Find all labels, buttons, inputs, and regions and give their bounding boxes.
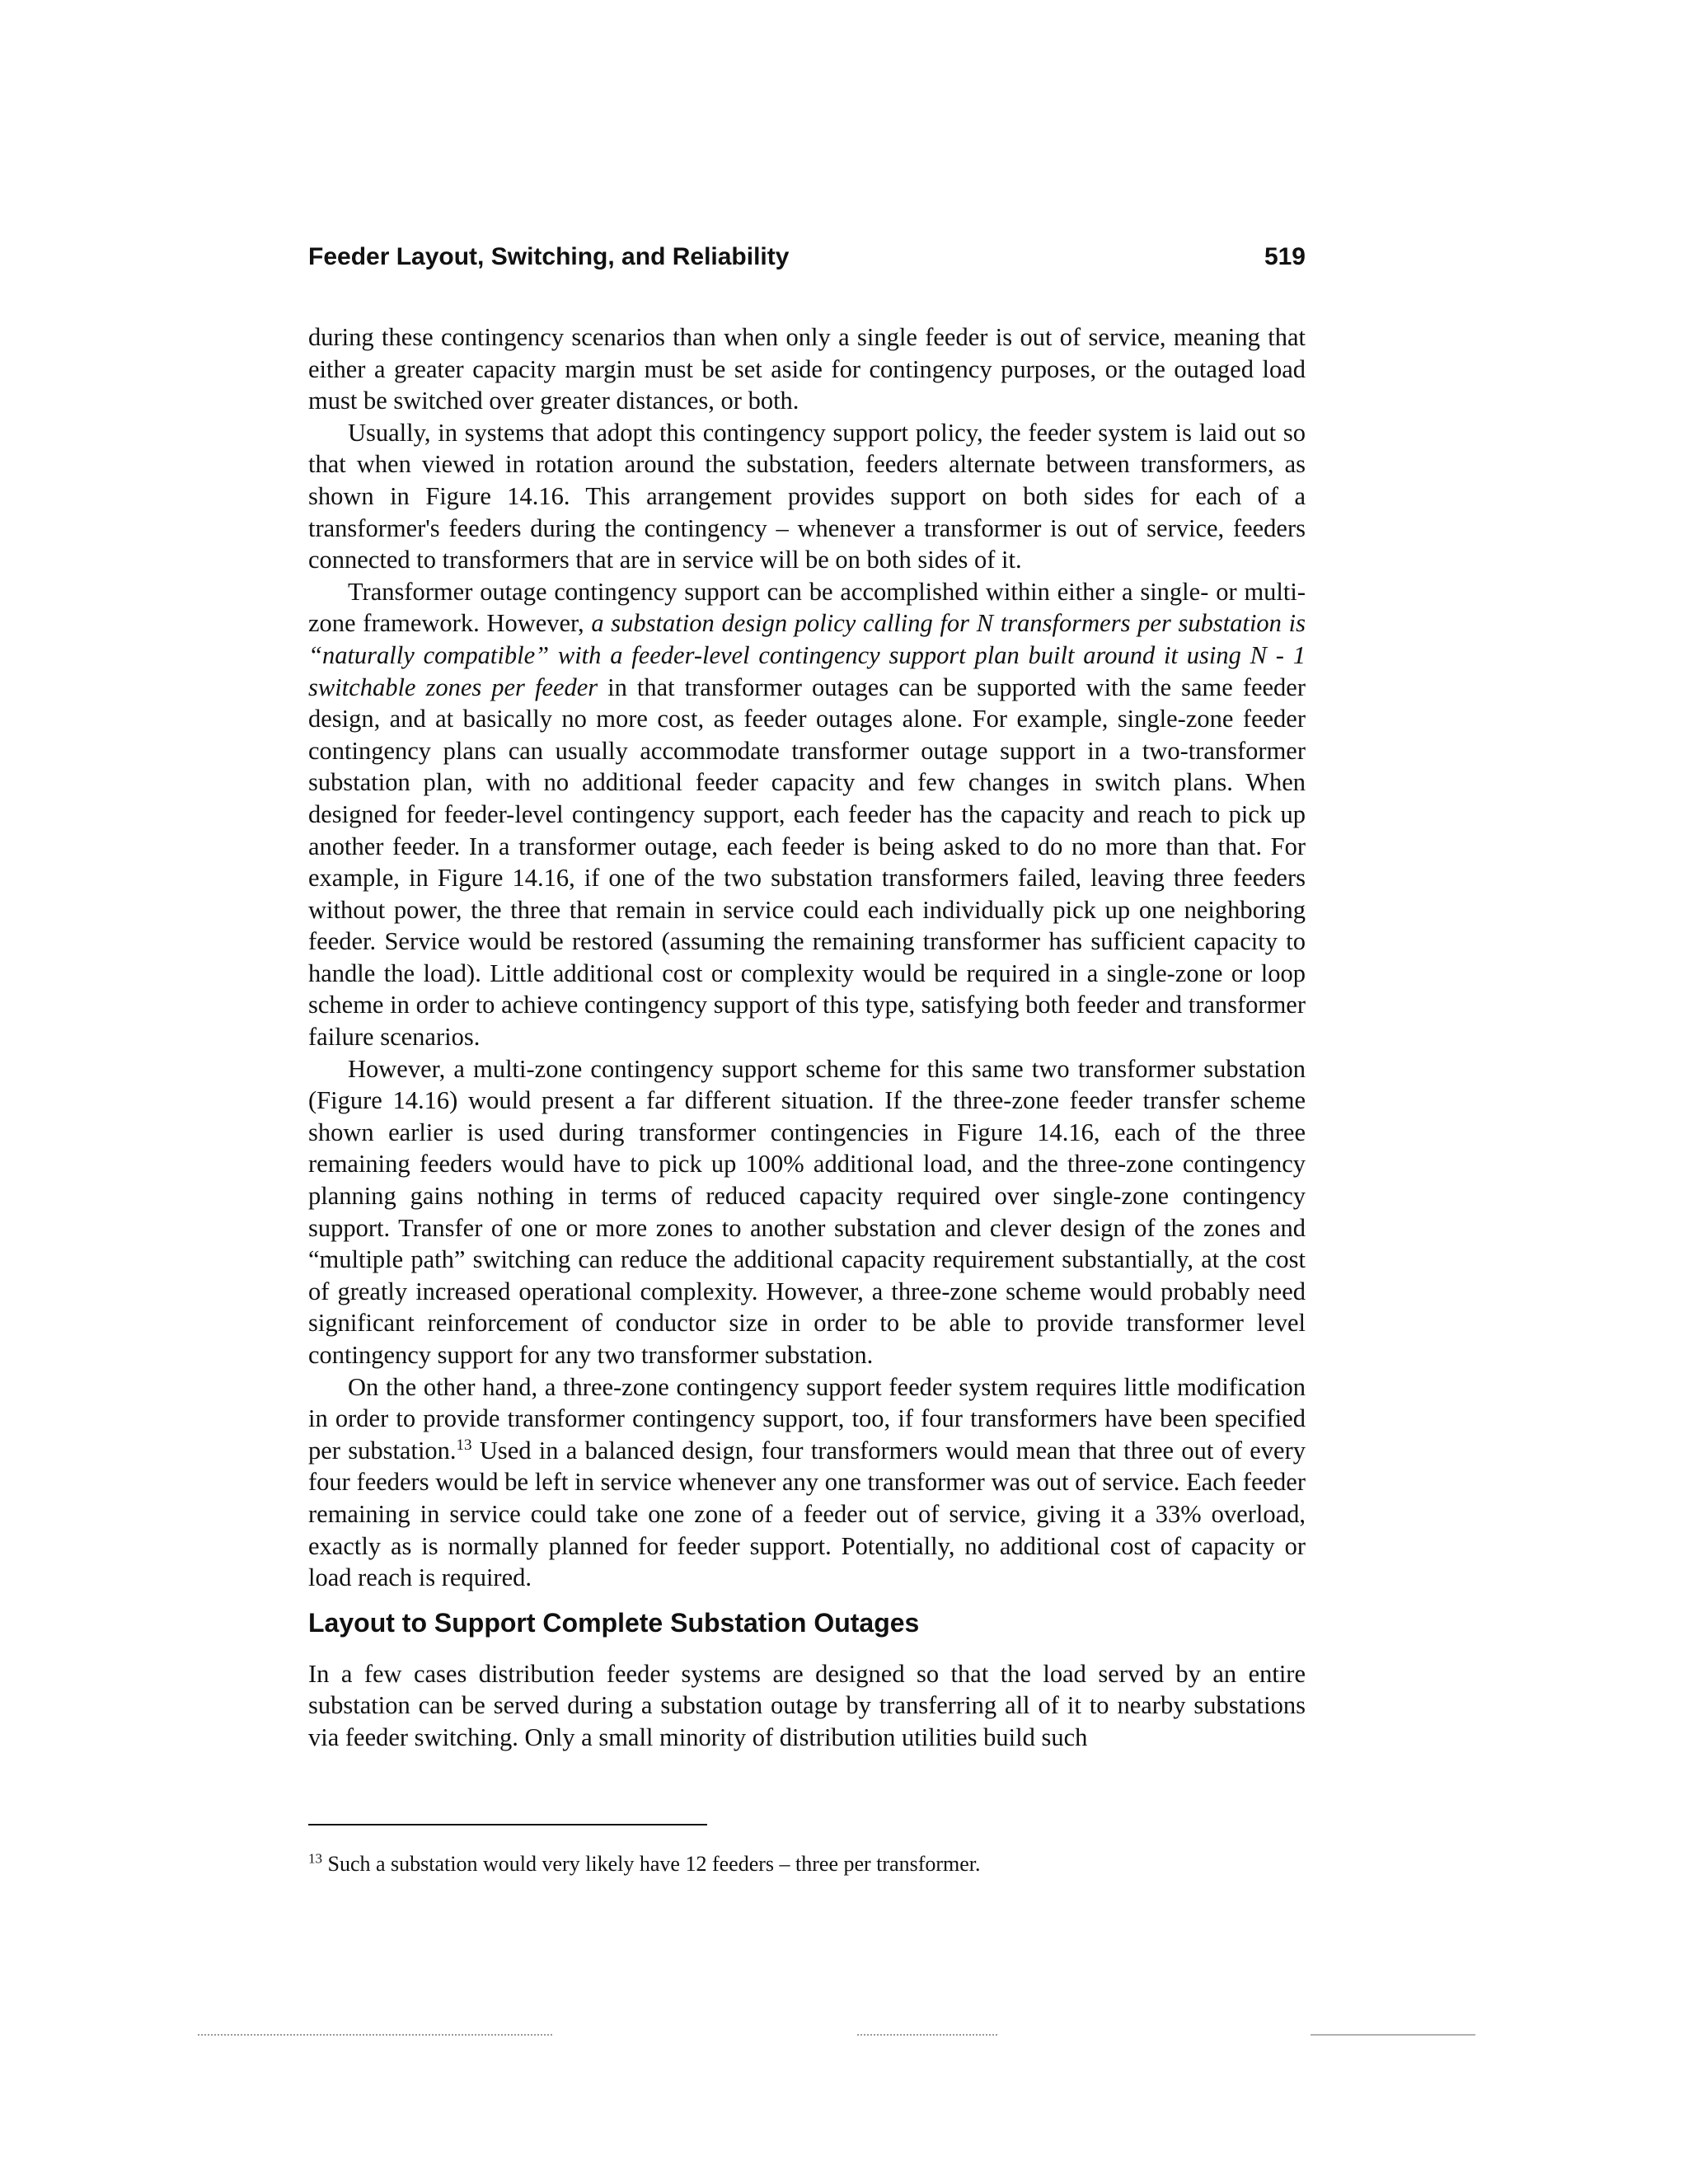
footnote <box>308 1849 1306 1879</box>
section-heading: Layout to Support Complete Substation Outages <box>308 1607 920 1638</box>
paragraph-2: Usually, in systems that adopt this contingency support policy, the feeder system is laid out so that when viewed in rotation around the substation, feeders alternate between transformers, as shown in Figure 14.16. This arrangement provides support on both sides for each of a transformer's feeders during the contingency – whenever a transformer is out of service, feeders connected to transformers that are in service will be on both sides of it. <box>308 418 1306 574</box>
scan-artifact-middle <box>857 2034 997 2036</box>
paragraph-5 <box>308 1371 1306 1594</box>
paragraph-1: during these contingency scenarios than when only a single feeder is out of service, meaning that either a greater capacity margin must be set aside for contingency purposes, or the outaged load must be switched over greater distances, or both. <box>308 323 1306 415</box>
paragraph-4: However, a multi-zone contingency support scheme for this same two transformer substation (Figure 14.16) would present a far different situation. If the three-zone feeder transfer scheme shown earlier is used during transformer contingencies in Figure 14.16, each of the three remaining feeders would have to pick up 100% additional load, and the three-zone contingency planning gains nothing in terms of reduced capacity required over single-zone contingency support. Transfer of one or more zones to another substation and clever design of the zones and “multiple path” switching can reduce the additional capacity requirement substantially, at the cost of greatly increased operational complexity. However, a three-zone scheme would probably need significant reinforcement of conductor size in order to be able to provide transformer level contingency support for any two transformer substation. <box>308 1054 1306 1369</box>
paragraph-3-text-before: Transformer outage contingency support can be accomplished within either a single- or multi-zone framework. However, <box>308 577 1306 638</box>
running-header-title: Feeder Layout, Switching, and Reliability <box>308 243 790 270</box>
footnote-divider <box>308 1824 707 1825</box>
paragraph-5-text-before: On the other hand, a three-zone contingency support feeder system requires little modification in order to provide transformer contingency support, too, if four transformers have been specified per substation. <box>308 1372 1306 1465</box>
section-paragraph: In a few cases distribution feeder systems are designed so that the load served by an entire substation can be served during a substation outage by transferring all of it to nearby substations via feeder switching. Only a small minority of distribution utilities build such <box>308 1659 1306 1751</box>
scan-artifact-left <box>198 2034 552 2036</box>
scan-artifact-right <box>1311 2034 1475 2036</box>
paragraph-5-text-after: Used in a balanced design, four transformers would mean that three out of every four feeders would be left in service whenever any one transformer was out of service. Each feeder remaining in service could take one zone of a feeder out of service, giving it a 33% overload, exactly as is normally planned for feeder support. Potentially, no additional cost of capacity or load reach is required. <box>308 1436 1306 1592</box>
body-text <box>308 321 1306 1754</box>
paragraph-3-emphasis: a substation design policy calling for N transformers per substation is “naturally compatible” with a feeder-level contingency support plan built around it using N - 1 switchable zones per feeder <box>308 609 1306 701</box>
paragraph-3 <box>308 576 1306 1053</box>
page-number: 519 <box>1264 243 1306 270</box>
paragraph-3-text-after: in that transformer outages can be supported with the same feeder design, and at basically no more cost, as feeder outages alone. For example, single-zone feeder contingency plans can usually accommodate transformer outage support in a two-transformer substation plan, with no additional feeder capacity and few changes in switch plans. When designed for feeder-level contingency support, each feeder has the capacity and reach to pick up another feeder. In a transformer outage, each feeder is being asked to do no more than that. For example, in Figure 14.16, if one of the two substation transformers failed, leaving three feeders without power, the three that remain in service could each individually pick up one neighboring feeder. Service would be restored (assuming the remaining transformer has sufficient capacity to handle the load). Little additional cost or complexity would be required in a single-zone or loop scheme in order to achieve contingency support of this type, satisfying both feeder and transformer failure scenarios. <box>308 673 1306 1052</box>
footnote-marker: 13 <box>308 1850 322 1867</box>
footnote-text: Such a substation would very likely have 12 feeders – three per transformer. <box>322 1852 981 1876</box>
running-header <box>308 239 1306 275</box>
footnote-reference: 13 <box>456 1436 472 1454</box>
